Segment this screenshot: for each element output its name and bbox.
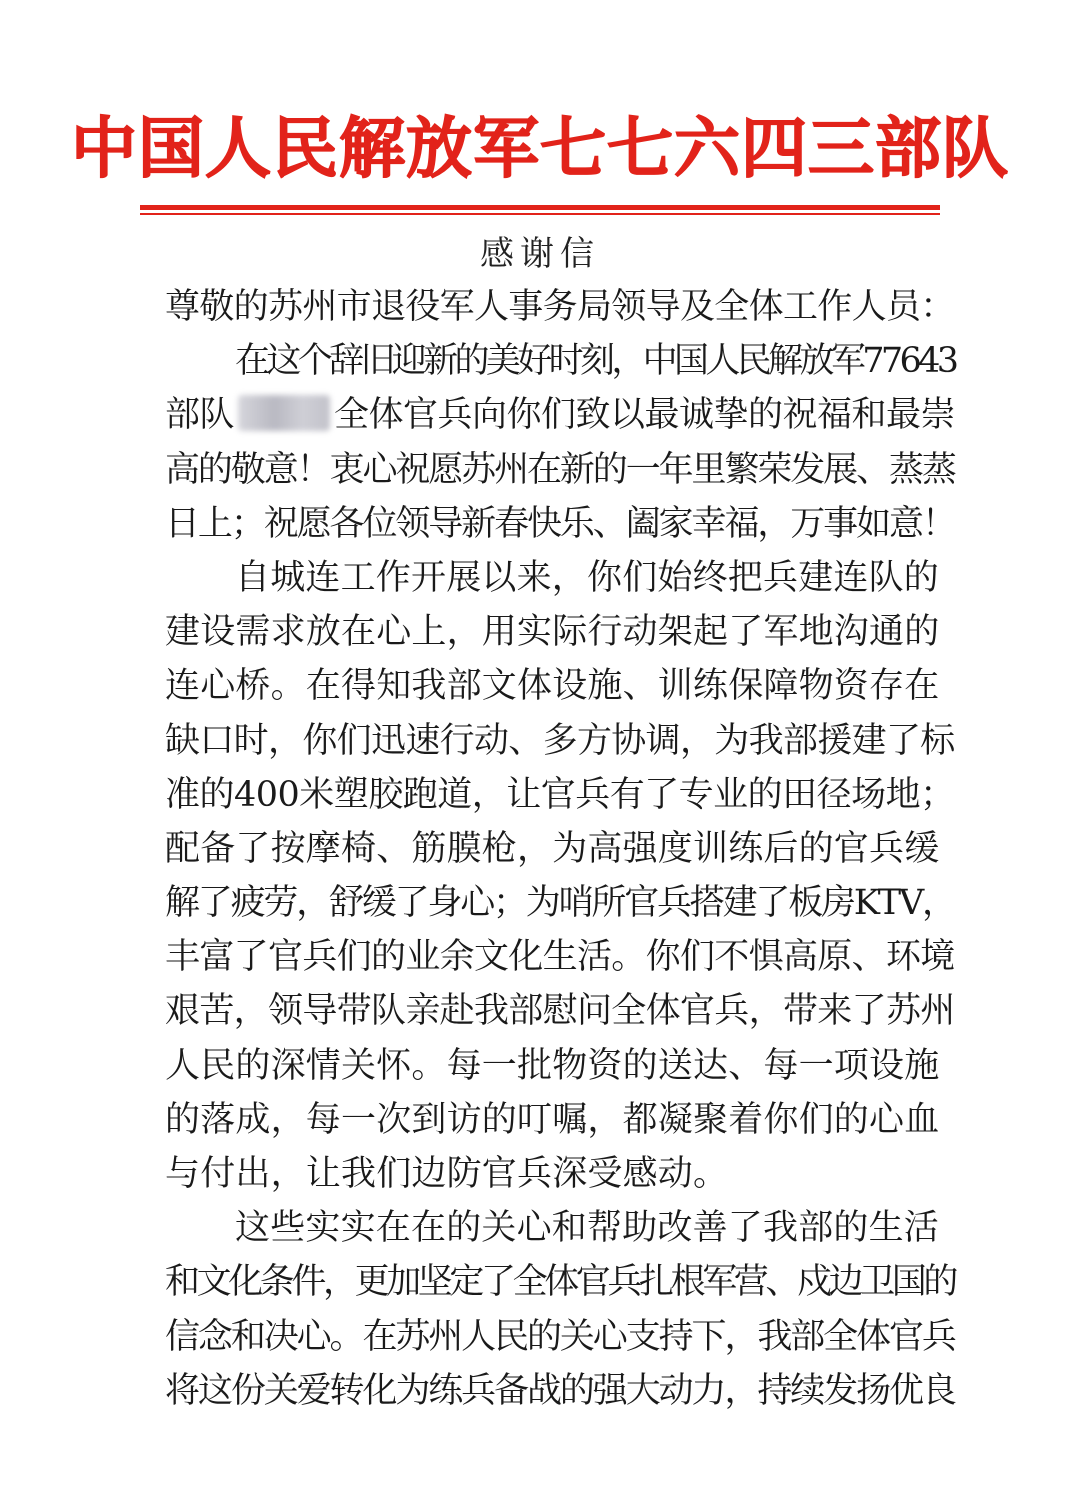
letter-line: 配备了按摩椅、筋膜枪，为高强度训练后的官兵缓 [165,828,940,869]
letter-line: 的落成，每一次到访的叮嘱，都凝聚着你们的心血 [165,1099,940,1140]
letter-line: 日上；祝愿各位领导新春快乐、阖家幸福，万事如意！ [165,503,955,544]
letter-line: 丰富了官兵们的业余文化生活。你们不惧高原、环境 [165,937,955,978]
letterhead-rule-thick [140,205,940,210]
unit-prefix: 部队 [165,395,235,436]
letter-line: 在这个辞旧迎新的美好时刻，中国人民解放军77643 [235,341,956,382]
letterhead-org-name: 中国人民解放军七七六四三部队 [71,109,1009,187]
letter-line: 信念和决心。在苏州人民的关心支持下，我部全体官兵 [165,1316,955,1357]
letter-line: 建设需求放在心上，用实际行动架起了军地沟通的 [165,612,940,653]
letter-salutation: 尊敬的苏州市退役军人事务局领导及全体工作人员： [165,287,955,327]
letter-line: 这些实实在在的关心和帮助改善了我部的生活 [235,1208,940,1249]
letter-line-rest: 全体官兵向你们致以最诚挚的祝福和最崇 [334,395,956,436]
letter-line: 人民的深情关怀。每一批物资的送达、每一项设施 [165,1045,940,1086]
letterhead-rule-thin [140,213,940,215]
letter-line: 自城连工作开展以来，你们始终把兵建连队的 [235,557,940,598]
letter-line: 解了疲劳，舒缓了身心；为哨所官兵搭建了板房KTV， [165,883,955,924]
letter-line-with-redaction [165,388,955,442]
letter-body [165,280,955,1418]
letter-line: 艰苦，领导带队亲赴我部慰问全体官兵，带来了苏州 [165,991,955,1032]
letter-line: 缺口时，你们迅速行动、多方协调，为我部援建了标 [165,720,955,761]
letter-line: 将这份关爱转化为练兵备战的强大动力，持续发扬优良 [165,1370,955,1411]
letter-title: 感谢信 [480,234,600,274]
letter-line: 与付出，让我们边防官兵深受感动。 [165,1154,729,1194]
letter-line: 连心桥。在得知我部文体设施、训练保障物资存在 [165,666,940,707]
letter-line: 和文化条件，更加坚定了全体官兵扎根军营、戍边卫国的 [165,1262,956,1303]
letter-line: 准的400米塑胶跑道，让官兵有了专业的田径场地； [165,774,955,815]
redacted-text [238,395,330,431]
letter-line: 高的敬意！衷心祝愿苏州在新的一年里繁荣发展、蒸蒸 [165,449,955,490]
